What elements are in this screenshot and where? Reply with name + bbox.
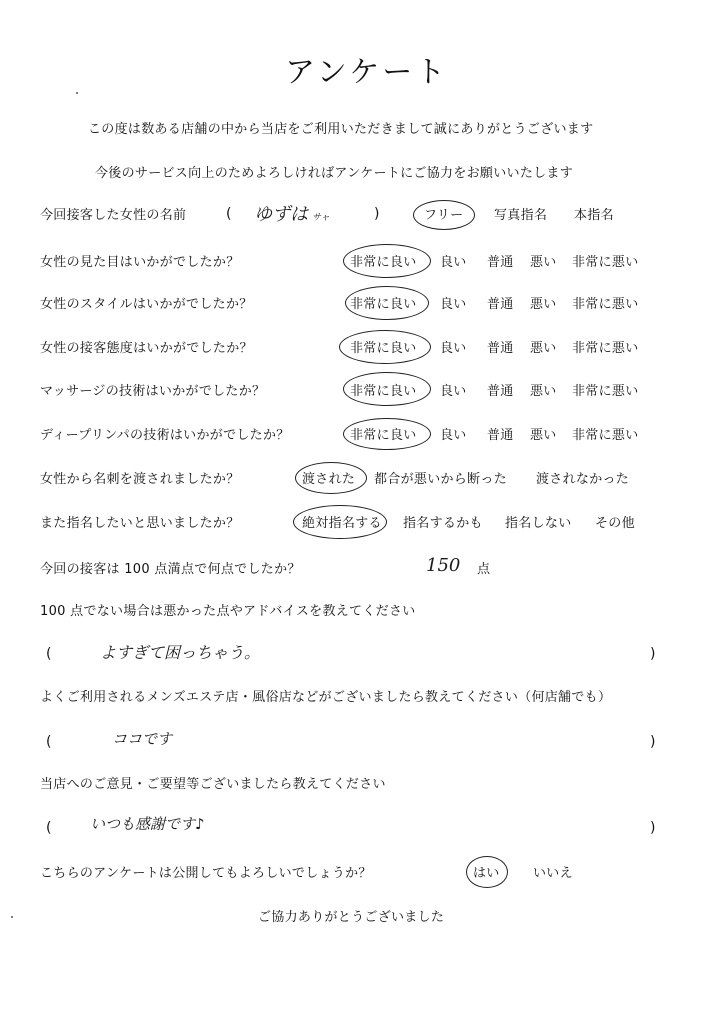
card-option-not-received[interactable]: 渡されなかった [536, 472, 630, 487]
score-answer: 150 [426, 555, 461, 576]
repeat-option-no[interactable]: 指名しない [505, 516, 572, 531]
other-shops-close-paren: ) [650, 734, 656, 750]
rating-good[interactable]: 良い [440, 341, 467, 356]
repeat-option-definitely[interactable]: 絶対指名する [302, 516, 382, 531]
rating-bad[interactable]: 悪い [530, 384, 557, 399]
question-score: 今回の接客は 100 点満点で何点でしたか？ [40, 562, 301, 577]
name-option-main[interactable]: 本指名 [574, 208, 614, 223]
scan-speck [76, 92, 78, 94]
publish-yes[interactable]: はい [473, 866, 500, 881]
name-answer: ゆずは [254, 204, 308, 225]
closing-message: ご協力ありがとうございました [258, 910, 445, 925]
rating-very-good[interactable]: 非常に良い [350, 428, 417, 443]
rating-bad[interactable]: 悪い [530, 297, 557, 312]
question-style: 女性のスタイルはいかがでしたか？ [40, 297, 253, 312]
other-shops-answer: ココです [112, 730, 173, 748]
repeat-option-maybe[interactable]: 指名するかも [403, 516, 483, 531]
advice-answer: よすぎて困っちゃう。 [100, 643, 261, 662]
rating-normal[interactable]: 普通 [487, 384, 514, 399]
rating-good[interactable]: 良い [440, 428, 467, 443]
intro-line-2: 今後のサービス向上のためよろしければアンケートにご協力をお願いいたします [95, 166, 574, 181]
rating-normal[interactable]: 普通 [487, 428, 514, 443]
rating-normal[interactable]: 普通 [487, 341, 514, 356]
rating-very-good[interactable]: 非常に良い [350, 341, 417, 356]
opinion-close-paren: ) [650, 820, 656, 836]
question-publish: こちらのアンケートは公開してもよろしいでしょうか？ [40, 866, 372, 881]
repeat-option-other[interactable]: その他 [595, 516, 635, 531]
rating-very-bad[interactable]: 非常に悪い [572, 428, 639, 443]
rating-very-bad[interactable]: 非常に悪い [572, 255, 639, 270]
rating-bad[interactable]: 悪い [530, 428, 557, 443]
intro-line-1: この度は数ある店舗の中から当店をご利用いただきまして誠にありがとうございます [88, 122, 594, 137]
rating-bad[interactable]: 悪い [530, 255, 557, 270]
rating-bad[interactable]: 悪い [530, 341, 557, 356]
rating-normal[interactable]: 普通 [487, 255, 514, 270]
opinion-answer: いつも感謝です♪ [90, 815, 205, 833]
rating-good[interactable]: 良い [440, 384, 467, 399]
rating-good[interactable]: 良い [440, 255, 467, 270]
question-repeat: また指名したいと思いましたか？ [40, 516, 240, 531]
name-open-paren: ( [226, 206, 232, 222]
question-opinion: 当店へのご意見・ご要望等ございましたら教えてください [40, 777, 386, 792]
name-suffix: サャ [312, 213, 330, 223]
rating-very-good[interactable]: 非常に良い [350, 255, 417, 270]
question-deep-lymph: ディープリンパの技術はいかがでしたか？ [40, 428, 290, 443]
card-option-received[interactable]: 渡された [302, 472, 356, 487]
name-option-free[interactable]: フリー [424, 208, 464, 223]
scan-speck [11, 916, 13, 918]
name-question: 今回接客した女性の名前 [40, 208, 187, 223]
rating-very-bad[interactable]: 非常に悪い [572, 341, 639, 356]
advice-close-paren: ) [650, 646, 656, 662]
question-massage: マッサージの技術はいかがでしたか？ [40, 384, 266, 399]
rating-very-good[interactable]: 非常に良い [350, 297, 417, 312]
rating-very-bad[interactable]: 非常に悪い [572, 384, 639, 399]
question-appearance: 女性の見た目はいかがでしたか？ [40, 255, 240, 270]
question-business-card: 女性から名刺を渡されましたか？ [40, 472, 240, 487]
other-shops-open-paren: ( [46, 734, 52, 750]
question-attitude: 女性の接客態度はいかがでしたか？ [40, 341, 253, 356]
name-option-photo[interactable]: 写真指名 [494, 208, 548, 223]
advice-open-paren: ( [46, 646, 52, 662]
name-close-paren: ) [374, 206, 380, 222]
rating-good[interactable]: 良い [440, 297, 467, 312]
rating-very-good[interactable]: 非常に良い [350, 384, 417, 399]
publish-no[interactable]: いいえ [533, 866, 573, 881]
score-unit: 点 [477, 562, 491, 577]
rating-normal[interactable]: 普通 [487, 297, 514, 312]
question-other-shops: よくご利用されるメンズエステ店・風俗店などがございましたら教えてください（何店舗でも） [40, 690, 612, 705]
question-advice: 100 点でない場合は悪かった点やアドバイスを教えてください [40, 604, 416, 619]
card-option-declined[interactable]: 都合が悪いから断った [374, 472, 508, 487]
rating-very-bad[interactable]: 非常に悪い [572, 297, 639, 312]
opinion-open-paren: ( [46, 820, 52, 836]
survey-title: アンケート [285, 55, 449, 90]
